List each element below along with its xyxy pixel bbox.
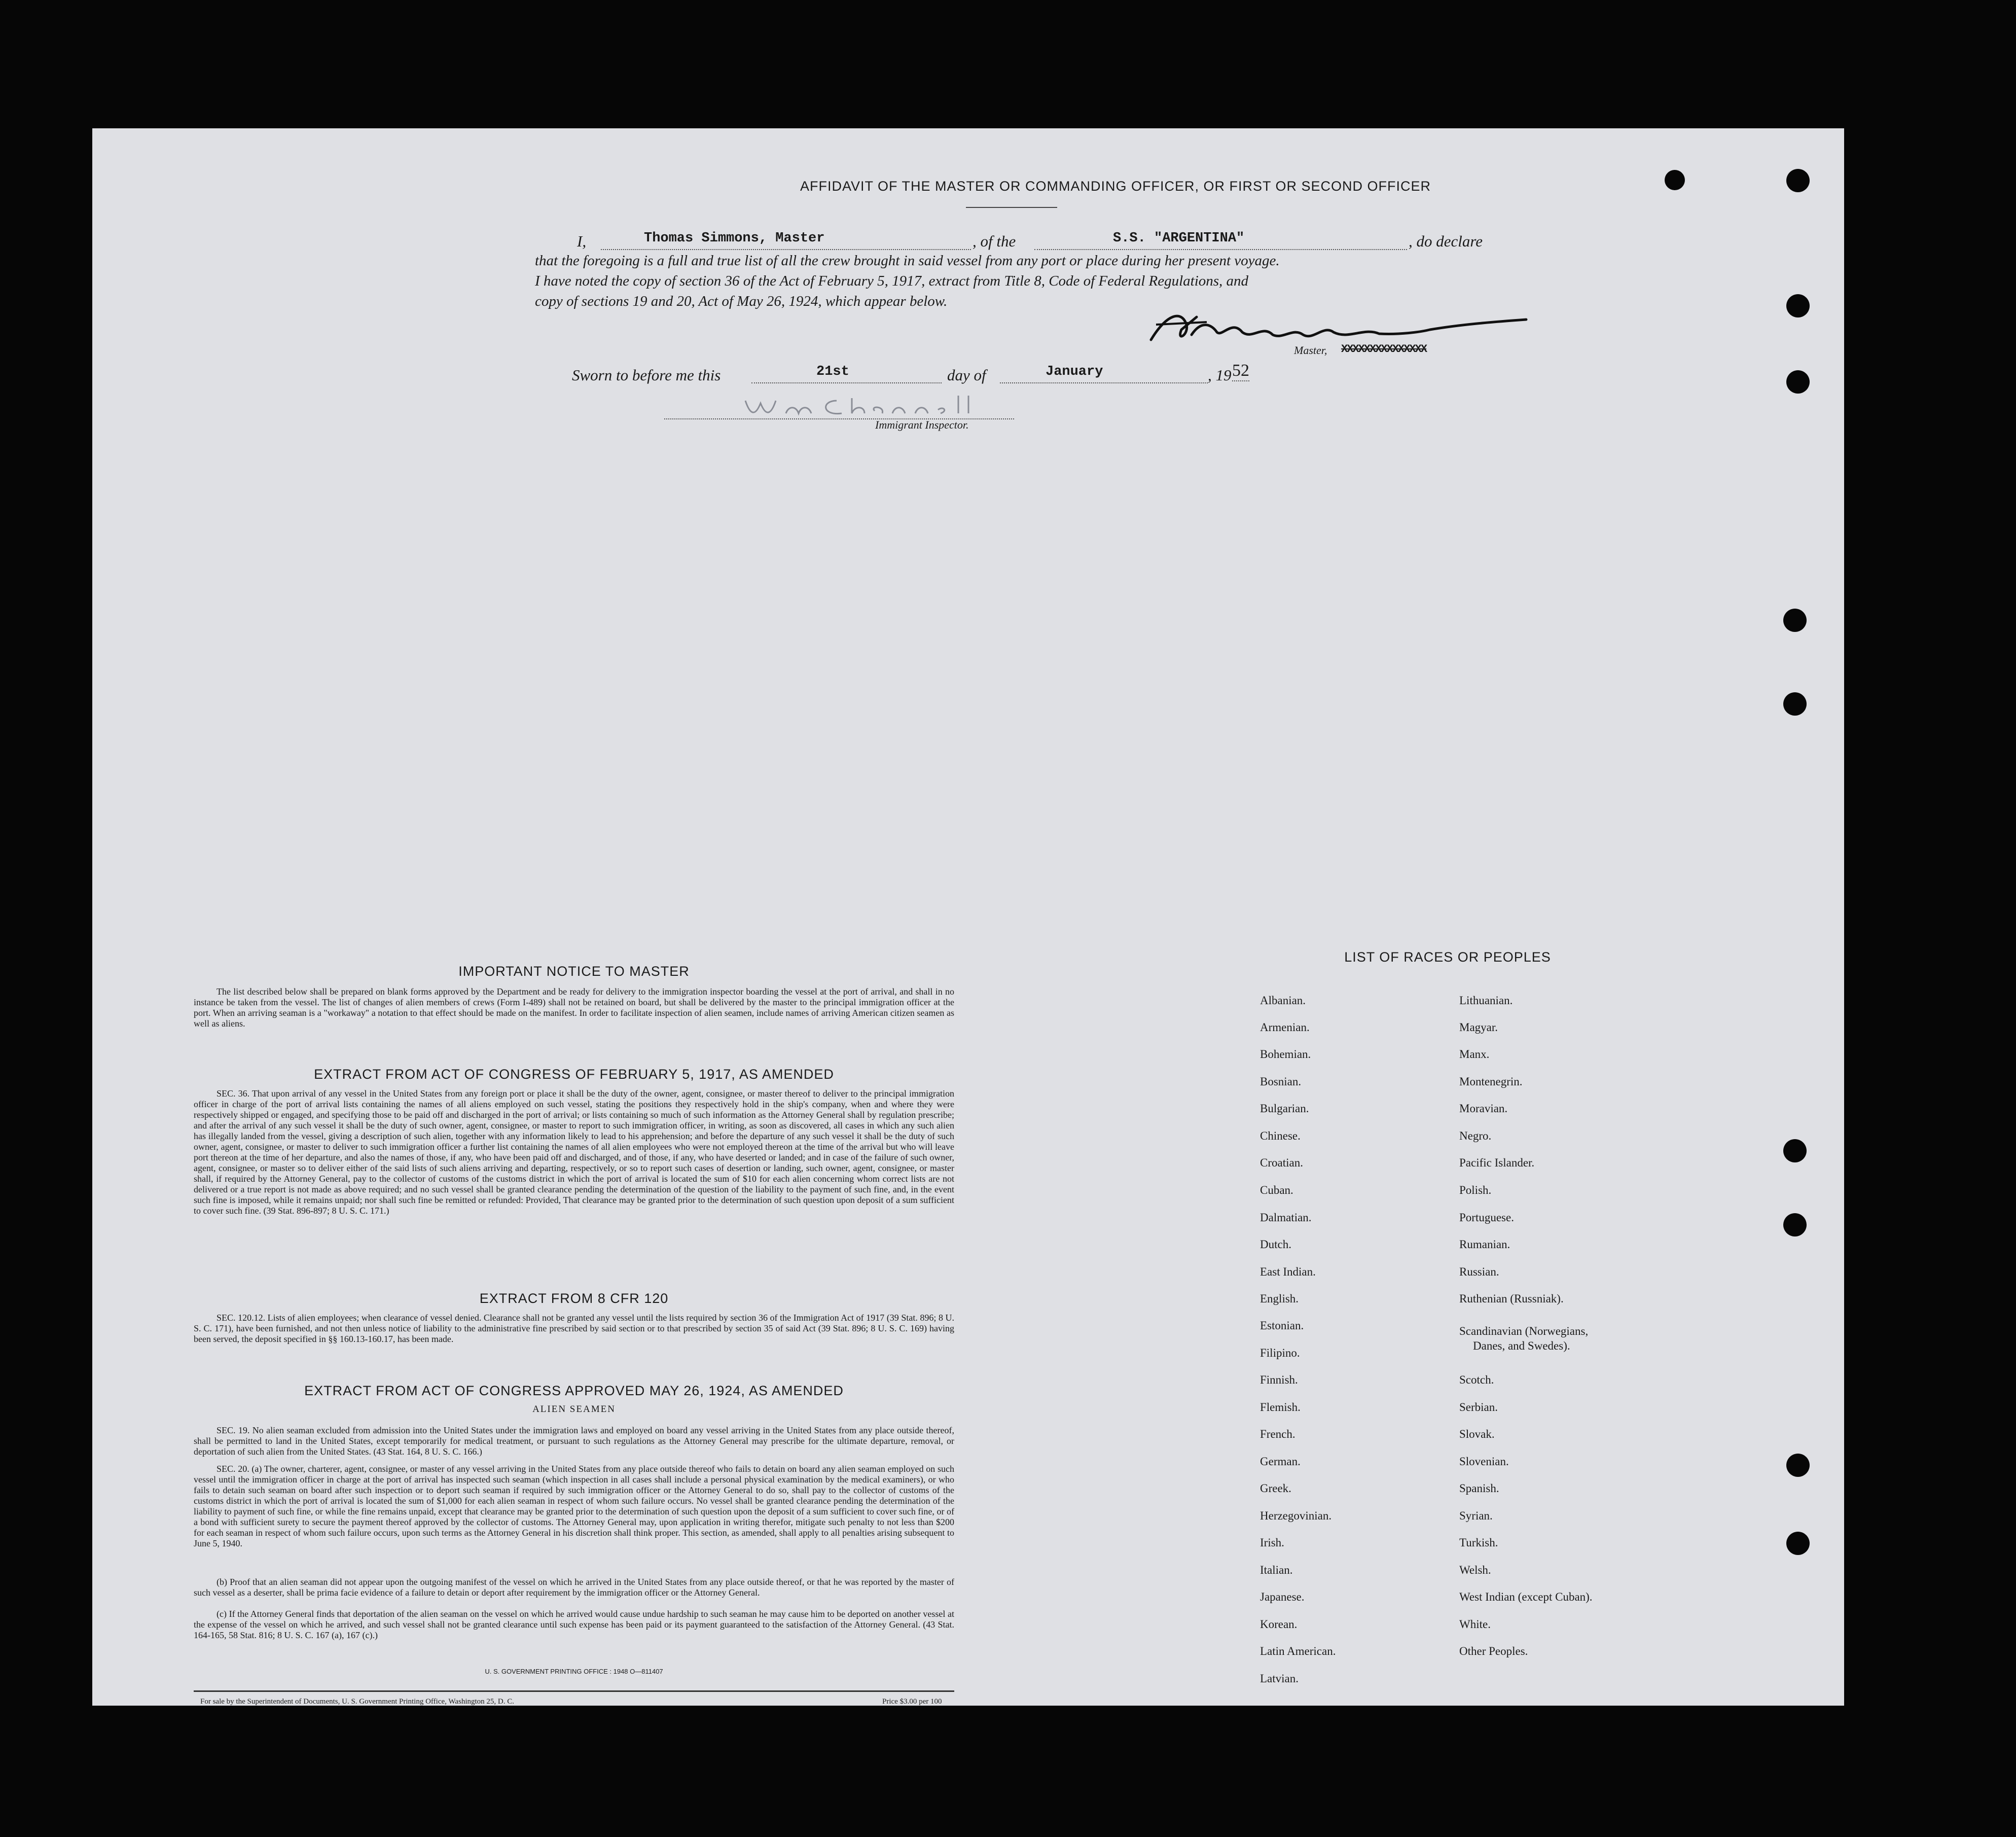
extract-1924-title: EXTRACT FROM ACT OF CONGRESS APPROVED MAY 26, 1924, AS AMENDED — [304, 1383, 844, 1398]
title-rule — [966, 207, 1057, 208]
sec-20b: (b) Proof that an alien seaman did not appear upon the outgoing manifest of the vessel on which he arrived in the United States from any place outside thereof, or that he was reported by the master of such vessel as a deserter, shall be prima facie evidence of a failure to detain or deport after requirement by the immigration officer or the Attorney General. — [194, 1577, 954, 1598]
race-item: Magyar. — [1459, 1021, 1498, 1034]
do-declare-label: , do declare — [1409, 232, 1483, 250]
race-item: Bohemian. — [1260, 1048, 1311, 1061]
race-item: Filipino. — [1260, 1347, 1300, 1359]
extract-1917-body: SEC. 36. That upon arrival of any vessel in the United States from any foreign port or place it shall be the duty of the owner, agent, consignee, or master thereof to deliver to the principal immigration officer in charge of the port of arrival lists containing the names of all aliens employed on such vessel, stating the positions they respectively hold in the ship's company, when and where they were respectively shipped or engaged, and specifying those to be paid off and discharged in the port of arrival; or lists containing so much of such information as the Attorney General shall by regulation prescribe; and after the arrival of any such vessel it shall be the duty of such owner, agent, consignee, or master to report to such immigration officer, in writing, as soon as discovered, all cases in which any such alien has illegally landed from the vessel, giving a description of such alien, together with any information likely to lead to his apprehension; and before the departure of any such vessel it shall be the duty of such owner, agent, consignee, or master to deliver to such immigration officer a further list containing the names of all alien employees who were not employed thereon at the time of the arrival but who will leave port thereon at the time of her departure, and also the names of those, if any, who have been paid off and discharged, and of those, if any, who have deserted or landed; and in case of the failure of such owner, agent, consignee, or master so to deliver either of the said lists of such aliens arriving and departing, respectively, or so to report such cases of desertion or landing, such owner, agent, consignee, or master shall, if required by the Attorney General, pay to the collector of customs of the customs district in which the port of arrival is located the sum of $10 for each alien concerning whom correct lists are not delivered or a true report is not made as above required; and no such vessel shall be granted clearance pending the determination of the question of the liability to the payment of such fine, and, in the event such fine is imposed, while it remains unpaid; nor shall such fine be remitted or refunded: Provided, That clearance may be granted prior to the determination of such question upon deposit of a sum sufficient to cover such fine. (39 Stat. 896-897; 8 U. S. C. 171.) — [194, 1088, 954, 1216]
race-item: Danes, and Swedes). — [1473, 1339, 1570, 1352]
affidavit-line-2: that the foregoing is a full and true list of all the crew brought in said vessel from any port or place during her present voyage. — [535, 253, 1280, 269]
master-label: Master, — [1294, 344, 1327, 357]
race-item: Greek. — [1260, 1482, 1291, 1495]
punch-hole — [1783, 1213, 1807, 1237]
vessel-value: S.S. "ARGENTINA" — [1113, 231, 1245, 246]
affidavit-title: AFFIDAVIT OF THE MASTER OR COMMANDING OFFICER, OR FIRST OR SECOND OFFICER — [800, 179, 1431, 194]
notice-title: IMPORTANT NOTICE TO MASTER — [458, 964, 690, 979]
race-item: Serbian. — [1459, 1401, 1498, 1414]
race-item: Syrian. — [1459, 1509, 1493, 1522]
affidavit-line-3: I have noted the copy of section 36 of the Act of February 5, 1917, extract from Title 8, Code of Federal Regulations, and — [535, 273, 1249, 289]
race-item: Bosnian. — [1260, 1075, 1302, 1088]
punch-hole — [1783, 692, 1807, 716]
day-field — [751, 364, 942, 383]
year-prefix: , 19 — [1208, 366, 1232, 384]
race-item: Croatian. — [1260, 1156, 1303, 1169]
race-item: Latin American. — [1260, 1645, 1336, 1657]
race-item: Albanian. — [1260, 994, 1306, 1007]
race-item: Korean. — [1260, 1618, 1298, 1631]
race-item: Turkish. — [1459, 1536, 1498, 1549]
race-item: Chinese. — [1260, 1129, 1301, 1142]
race-item: Moravian. — [1459, 1102, 1508, 1115]
day-of-label: day of — [947, 366, 986, 384]
vessel-field — [1034, 231, 1407, 250]
race-item: Dutch. — [1260, 1238, 1291, 1251]
of-the-label: , of the — [973, 232, 1016, 250]
extract-8cfr-title: EXTRACT FROM 8 CFR 120 — [479, 1291, 669, 1306]
extract-1924-subtitle: ALIEN SEAMEN — [532, 1404, 616, 1415]
punch-hole — [1786, 1454, 1810, 1477]
punch-hole — [1786, 1532, 1810, 1555]
notice-body: The list described below shall be prepared on blank forms approved by the Department and be ready for delivery to the immigration inspector boarding the vessel at the port of arrival, and shall in no instance be taken from the vessel. The list of changes of alien members of crews (Form I-489) shall not be retained on board, but shall be delivered by the master to the principal immigration officer at the port. When an arriving seaman is a "workaway" a notation to that effect should be made on the manifest. In order to facilitate inspection of alien seamen, include names of arriving American citizen seamen as well as aliens. — [194, 986, 954, 1029]
punch-hole — [1783, 609, 1807, 632]
race-item: Herzegovinian. — [1260, 1509, 1332, 1522]
race-item: Bulgarian. — [1260, 1102, 1309, 1115]
affidavit-i: I, — [577, 232, 587, 250]
sec-20c: (c) If the Attorney General finds that deportation of the alien seaman on the vessel on which he arrived would cause undue hardship to such seaman he may cause him to be deported on another vessel at the expense of the vessel on which he arrived, and such vessel shall not be granted clearance until such expense has been paid or its payment guaranteed to the satisfaction of the Attorney General. (43 Stat. 164-165, 58 Stat. 816; 8 U. S. C. 167 (a), 167 (c).) — [194, 1609, 954, 1640]
race-item: Welsh. — [1459, 1564, 1491, 1576]
sworn-label: Sworn to before me this — [572, 366, 721, 384]
race-item: Japanese. — [1260, 1591, 1305, 1603]
race-item: Armenian. — [1260, 1021, 1310, 1034]
year-value: 52 — [1232, 361, 1249, 381]
race-item: Scandinavian (Norwegians, — [1459, 1325, 1589, 1337]
race-item: Scotch. — [1459, 1373, 1494, 1386]
race-item: Estonian. — [1260, 1319, 1304, 1332]
punch-hole — [1786, 294, 1810, 317]
race-item: Slovak. — [1459, 1428, 1495, 1440]
race-item: Montenegrin. — [1459, 1075, 1523, 1088]
inspector-label: Immigrant Inspector. — [875, 418, 969, 431]
master-name-field — [601, 231, 971, 250]
price-notice: Price $3.00 per 100 — [882, 1698, 942, 1706]
race-item: Italian. — [1260, 1564, 1293, 1576]
day-value: 21st — [816, 364, 849, 379]
month-value: January — [1046, 364, 1103, 379]
sec-20a: SEC. 20. (a) The owner, charterer, agent, consignee, or master of any vessel arriving in the United States from any place outside thereof who fails to detain on board any alien seaman employed on such vessel until the immigration officer in charge at the port of arrival has inspected such seaman (which inspection in all cases shall include a personal physical examination by the medical examiners), or who fails to detain such seaman on board after such inspection or to deport such seaman if required by such immigration officer or the Attorney General to do so, shall pay to the collector of customs of the customs district in which the port of arrival is located the sum of $1,000 for each alien seaman in respect of whom such failure occurs. No vessel shall be granted clearance pending the determination of the liability to payment of such fine, or while the fine remains unpaid, except that clearance may be granted prior to the determination of such question upon the deposit of a sum sufficient to cover such fine, or of a bond with sufficient surety to secure the payment thereof approved by the collector of customs. The Attorney General may, upon application in writing therefor, mitigate such penalty to not less than $200 for each seaman in respect of whom such failure occurs, upon such terms as the Attorney General in his discretion shall think proper. This section, as amended, shall apply to all penalties arising subsequent to June 5, 1940. — [194, 1464, 954, 1548]
race-item: Irish. — [1260, 1536, 1284, 1549]
extract-1917-title: EXTRACT FROM ACT OF CONGRESS OF FEBRUARY 5, 1917, AS AMENDED — [314, 1067, 834, 1082]
race-item: Latvian. — [1260, 1672, 1299, 1685]
race-item: White. — [1459, 1618, 1491, 1631]
struck-title: XXXXXXXXXXXXXXX — [1341, 343, 1427, 356]
race-item: Russian. — [1459, 1265, 1499, 1278]
race-item: Finnish. — [1260, 1373, 1298, 1386]
month-field — [1000, 364, 1208, 383]
extract-8cfr-body: SEC. 120.12. Lists of alien employees; when clearance of vessel denied. Clearance shall not be granted any vessel until the lists required by section 36 of the Immigration Act of 1917 (39 Stat. 896; 8 U. S. C. 171), have been furnished, and not then unless notice of liability to the administrative fine prescribed by said section or to that prescribed by section 35 of said Act (39 Stat. 896; 8 U. S. C. 169) having been served, the deposit specified in §§ 160.13-160.17, has been made. — [194, 1313, 954, 1344]
race-item: Lithuanian. — [1459, 994, 1513, 1007]
race-item: Pacific Islander. — [1459, 1156, 1535, 1169]
race-item: English. — [1260, 1292, 1299, 1305]
race-item: East Indian. — [1260, 1265, 1316, 1278]
inspector-signature — [740, 391, 1045, 421]
race-item: Manx. — [1459, 1048, 1490, 1061]
punch-hole — [1786, 370, 1810, 394]
race-item: Negro. — [1459, 1129, 1492, 1142]
race-item: Flemish. — [1260, 1401, 1301, 1414]
sale-notice: For sale by the Superintendent of Documents, U. S. Government Printing Office, Washington 25, D. C. — [200, 1698, 514, 1706]
race-item: Other Peoples. — [1459, 1645, 1528, 1657]
race-item: Cuban. — [1260, 1184, 1293, 1196]
punch-hole — [1783, 1139, 1807, 1162]
affidavit-line-4: copy of sections 19 and 20, Act of May 26, 1924, which appear below. — [535, 293, 948, 309]
races-title: LIST OF RACES OR PEOPLES — [1344, 949, 1551, 965]
race-item: Portuguese. — [1459, 1211, 1514, 1224]
race-item: French. — [1260, 1428, 1295, 1440]
master-signature — [1146, 304, 1531, 350]
race-item: Rumanian. — [1459, 1238, 1510, 1251]
race-item: Ruthenian (Russniak). — [1459, 1292, 1564, 1305]
race-item: Slovenian. — [1459, 1455, 1509, 1468]
race-item: German. — [1260, 1455, 1301, 1468]
race-item: Polish. — [1459, 1184, 1492, 1196]
master-name-value: Thomas Simmons, Master — [644, 231, 825, 246]
sec-19: SEC. 19. No alien seaman excluded from admission into the United States under the immigration laws and employed on board any vessel arriving in the United States from any place outside thereof, shall be permitted to land in the United States, except temporarily for medical treatment, or pursuant to such regulations as the Attorney General may prescribe for the ultimate departure, removal, or deportation of such alien from the United States. (43 Stat. 164, 8 U. S. C. 166.) — [194, 1425, 954, 1457]
race-item: West Indian (except Cuban). — [1459, 1591, 1593, 1603]
race-item: Dalmatian. — [1260, 1211, 1312, 1224]
gpo-imprint: U. S. GOVERNMENT PRINTING OFFICE : 1948 O—811407 — [485, 1668, 663, 1675]
race-item: Spanish. — [1459, 1482, 1499, 1495]
punch-hole — [1786, 169, 1810, 192]
footer-rule — [194, 1690, 954, 1692]
